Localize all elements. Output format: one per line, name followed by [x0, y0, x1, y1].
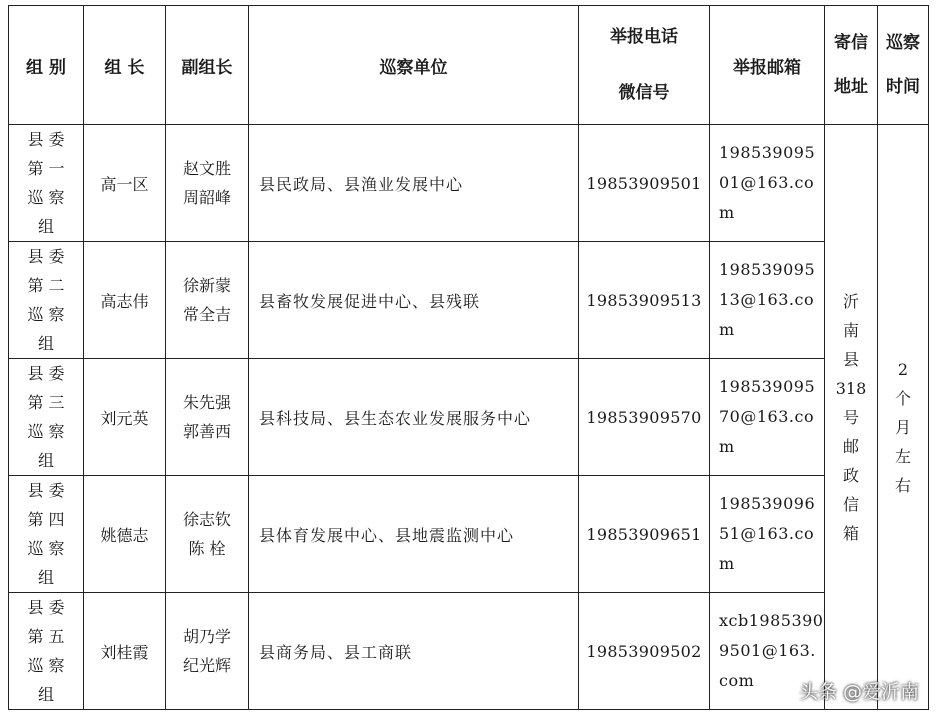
group-name-line: 组 — [37, 685, 54, 704]
time-char: 个 — [894, 389, 911, 408]
mail-address-cell — [825, 125, 878, 710]
email-cell: 19853909501@163.com — [710, 125, 825, 242]
phone-cell: 19853909651 — [579, 476, 710, 593]
deputy-name: 徐新蒙 — [182, 276, 231, 295]
deputy-name: 纪光辉 — [182, 656, 231, 675]
group-name-line: 县 委 — [27, 247, 65, 266]
header-unit: 巡察单位 — [249, 6, 579, 125]
header-group: 组 别 — [9, 6, 84, 125]
group-name-line: 县 委 — [27, 481, 65, 500]
header-deputy: 副组长 — [166, 6, 249, 125]
unit-cell: 县科技局、县生态农业发展服务中心 — [249, 359, 579, 476]
group-name-line: 组 — [37, 217, 54, 236]
mail-address-char: 号 — [842, 407, 859, 427]
group-cell — [9, 125, 84, 242]
header-time-line1: 巡察 — [886, 33, 920, 53]
deputy-name: 陈 栓 — [188, 539, 226, 558]
inspection-table — [8, 5, 929, 710]
group-name-line: 第 一 — [27, 159, 65, 178]
phone-cell: 19853909502 — [579, 593, 710, 710]
group-name-line: 组 — [37, 451, 54, 470]
leader-cell: 姚德志 — [84, 476, 166, 593]
deputy-name: 胡乃学 — [182, 627, 231, 646]
mail-address-char: 县 — [842, 349, 859, 369]
header-mail-address — [825, 6, 878, 125]
unit-cell: 县商务局、县工商联 — [249, 593, 579, 710]
phone-cell: 19853909570 — [579, 359, 710, 476]
deputy-name: 朱先强 — [182, 393, 231, 412]
deputy-name: 郭善西 — [182, 422, 231, 441]
group-name-line: 县 委 — [27, 130, 65, 149]
deputy-cell — [166, 593, 249, 710]
time-char: 右 — [894, 476, 911, 495]
header-mail-line2: 地址 — [834, 77, 868, 97]
time-char: 左 — [894, 447, 911, 466]
group-name-line: 巡 察 — [27, 656, 65, 675]
unit-cell: 县体育发展中心、县地震监测中心 — [249, 476, 579, 593]
mail-address-char: 沂 — [842, 291, 859, 311]
phone-cell: 19853909501 — [579, 125, 710, 242]
header-leader: 组 长 — [84, 6, 166, 125]
mail-address-char: 信 — [842, 494, 859, 514]
email-cell: 19853909513@163.com — [710, 242, 825, 359]
group-cell — [9, 359, 84, 476]
time-cell — [878, 125, 929, 710]
table-row — [9, 593, 929, 710]
table-row — [9, 476, 929, 593]
mail-address-char: 邮 — [842, 436, 859, 456]
deputy-cell — [166, 125, 249, 242]
header-phone-line2: 微信号 — [618, 83, 670, 103]
mail-address-char: 318 — [835, 378, 867, 398]
header-phone — [579, 6, 710, 125]
header-time-line2: 时间 — [886, 77, 920, 97]
group-name-line: 第 四 — [27, 510, 65, 529]
group-name-line: 组 — [37, 568, 54, 587]
deputy-name: 徐志钦 — [182, 510, 231, 529]
leader-cell: 刘桂霞 — [84, 593, 166, 710]
unit-cell: 县畜牧发展促进中心、县残联 — [249, 242, 579, 359]
group-cell — [9, 242, 84, 359]
group-name-line: 第 三 — [27, 393, 65, 412]
header-mail-line1: 寄信 — [834, 33, 868, 53]
leader-cell: 高一区 — [84, 125, 166, 242]
time-char: 2 — [897, 360, 909, 379]
email-cell: 19853909570@163.com — [710, 359, 825, 476]
unit-cell: 县民政局、县渔业发展中心 — [249, 125, 579, 242]
phone-cell: 19853909513 — [579, 242, 710, 359]
deputy-name: 周韶峰 — [182, 188, 231, 207]
header-phone-line1: 举报电话 — [610, 27, 678, 47]
table-row — [9, 125, 929, 242]
watermark: 头条 @爱沂南 — [798, 681, 919, 703]
group-name-line: 巡 察 — [27, 305, 65, 324]
leader-cell: 高志伟 — [84, 242, 166, 359]
mail-address-char: 箱 — [842, 523, 859, 543]
deputy-cell — [166, 242, 249, 359]
group-name-line: 组 — [37, 334, 54, 353]
deputy-cell — [166, 359, 249, 476]
group-name-line: 巡 察 — [27, 539, 65, 558]
deputy-name: 常全吉 — [182, 305, 231, 324]
table-row — [9, 242, 929, 359]
time-char: 月 — [894, 418, 911, 437]
deputy-cell — [166, 476, 249, 593]
group-cell — [9, 476, 84, 593]
mail-address-char: 南 — [842, 320, 859, 340]
group-name-line: 巡 察 — [27, 422, 65, 441]
email-cell: 19853909651@163.com — [710, 476, 825, 593]
table-header-row — [9, 6, 929, 125]
leader-cell: 刘元英 — [84, 359, 166, 476]
group-cell — [9, 593, 84, 710]
group-name-line: 第 二 — [27, 276, 65, 295]
mail-address-char: 政 — [842, 465, 859, 485]
group-name-line: 第 五 — [27, 627, 65, 646]
email-cell: xcb19853909501@163.com — [710, 593, 825, 710]
group-name-line: 县 委 — [27, 598, 65, 617]
group-name-line: 巡 察 — [27, 188, 65, 207]
deputy-name: 赵文胜 — [182, 159, 231, 178]
group-name-line: 县 委 — [27, 364, 65, 383]
header-email: 举报邮箱 — [710, 6, 825, 125]
header-time — [878, 6, 929, 125]
table-row — [9, 359, 929, 476]
